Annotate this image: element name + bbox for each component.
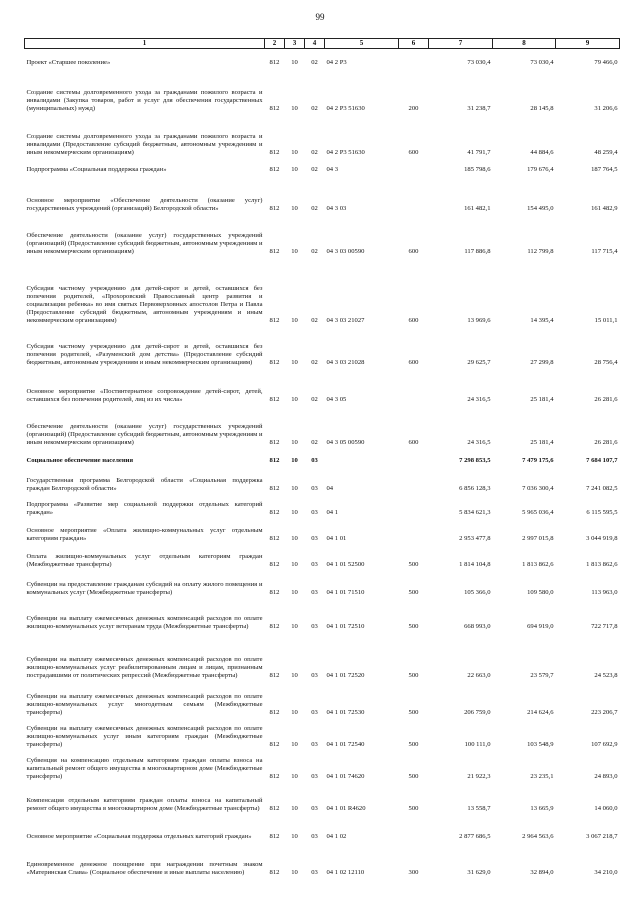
ministry-code-cell: 812	[269, 588, 280, 596]
column-header: 8	[493, 39, 556, 49]
target-article-cell: 04 1 01 72530	[326, 708, 365, 716]
row-name-cell: Социальное обеспечение населения	[26, 456, 134, 464]
section-code-cell: 10	[291, 484, 298, 492]
subsection-code-cell: 03	[311, 832, 318, 840]
table-body	[25, 49, 620, 879]
expense-type-cell: 600	[408, 316, 419, 324]
table-row	[25, 368, 620, 405]
amount-year1-cell: 41 791,7	[467, 148, 491, 156]
ministry-code-cell: 812	[269, 832, 280, 840]
subsection-code-cell: 03	[311, 534, 318, 542]
row-name-cell: Создание системы долговременного ухода за гражданами пожилого возраста и инвалидами (Предоставление субсидий бюджетным, автономным учреждениям и иным некоммерческим организациям)	[26, 132, 263, 156]
section-code-cell: 10	[291, 772, 298, 780]
ministry-code-cell: 812	[269, 58, 280, 66]
ministry-code-cell: 812	[269, 671, 280, 679]
section-code-cell: 10	[291, 204, 298, 212]
expense-type-cell: 500	[408, 560, 419, 568]
row-name-cell: Основное мероприятие «Постинтернатное сопровождение детей-сирот, детей, оставшихся без попечения родителей, лиц из их числа»	[26, 387, 263, 403]
amount-year3-cell: 24 893,0	[594, 772, 618, 780]
ministry-code-cell: 812	[269, 104, 280, 112]
expense-type-cell: 500	[408, 671, 419, 679]
section-code-cell: 10	[291, 247, 298, 255]
ministry-code-cell: 812	[269, 708, 280, 716]
amount-year2-cell: 7 479 175,6	[522, 456, 554, 464]
budget-table	[24, 38, 620, 878]
row-name-cell: Субвенции на выплату ежемесячных денежных компенсаций расходов по оплате жилищно-коммунальных услуг многодетным семьям (Межбюджетные трансферты)	[26, 692, 263, 716]
expense-type-cell	[399, 448, 429, 466]
amount-year2-cell: 2 964 563,6	[522, 832, 554, 840]
target-article-cell: 04 2 Р3 51630	[326, 104, 365, 112]
amount-year1-cell: 100 111,0	[464, 740, 491, 748]
expense-type-cell	[399, 49, 429, 69]
table-row	[25, 544, 620, 570]
expense-type-cell: 600	[408, 358, 419, 366]
subsection-code-cell: 03	[311, 740, 318, 748]
table-row	[25, 518, 620, 544]
ministry-code-cell: 812	[269, 247, 280, 255]
ministry-code-cell: 812	[269, 534, 280, 542]
amount-year1-cell: 6 856 128,3	[459, 484, 491, 492]
ministry-code-cell: 812	[269, 358, 280, 366]
column-header: 6	[399, 39, 429, 49]
subsection-code-cell: 03	[311, 708, 318, 716]
section-code-cell: 10	[291, 358, 298, 366]
amount-year1-cell: 161 482,1	[464, 204, 491, 212]
column-header: 3	[285, 39, 305, 49]
expense-type-cell	[399, 158, 429, 175]
table-row	[25, 718, 620, 750]
target-article-cell: 04 1	[326, 508, 339, 516]
target-article-cell: 04 3 03	[326, 204, 347, 212]
row-name-cell: Оплата жилищно-коммунальных услуг отдельным категориям граждан (Межбюджетные трансферты)	[26, 552, 263, 568]
ministry-code-cell: 812	[269, 165, 280, 173]
subsection-code-cell: 02	[311, 247, 318, 255]
section-code-cell: 10	[291, 832, 298, 840]
amount-year2-cell: 13 665,9	[530, 804, 554, 812]
subsection-code-cell: 03	[311, 622, 318, 630]
target-article-cell: 04 1 02 12110	[326, 868, 365, 876]
table-row	[25, 598, 620, 632]
expense-type-cell: 500	[408, 772, 419, 780]
amount-year1-cell: 24 316,5	[467, 438, 491, 446]
ministry-code-cell: 812	[269, 740, 280, 748]
amount-year3-cell: 6 115 595,5	[586, 508, 618, 516]
ministry-code-cell: 812	[269, 622, 280, 630]
section-code-cell: 10	[291, 804, 298, 812]
expense-type-cell: 600	[408, 148, 419, 156]
expense-type-cell	[399, 518, 429, 544]
expense-type-cell: 500	[408, 740, 419, 748]
amount-year1-cell: 668 993,0	[464, 622, 491, 630]
table-row	[25, 257, 620, 326]
subsection-code-cell: 03	[311, 868, 318, 876]
row-name-cell: Единовременное денежное поощрение при награждении почетным знаком «Материнская Слава» (Социальное обеспечение и иные выплаты населению)	[26, 860, 263, 876]
row-name-cell: Основное мероприятие «Оплата жилищно-коммунальных услуг отдельным категориям граждан»	[26, 526, 263, 542]
amount-year3-cell: 79 466,0	[594, 58, 618, 66]
amount-year1-cell: 1 814 104,8	[459, 560, 491, 568]
page-number: 99	[315, 12, 325, 22]
ministry-code-cell: 812	[269, 484, 280, 492]
amount-year2-cell: 179 676,4	[527, 165, 554, 173]
expense-type-cell: 500	[408, 804, 419, 812]
ministry-code-cell: 812	[269, 148, 280, 156]
amount-year1-cell: 21 922,3	[467, 772, 491, 780]
amount-year1-cell: 185 798,6	[464, 165, 491, 173]
target-article-cell: 04 3 05	[326, 395, 347, 403]
table-row	[25, 405, 620, 448]
subsection-code-cell: 03	[311, 456, 318, 464]
section-code-cell: 10	[291, 508, 298, 516]
table-row	[25, 158, 620, 175]
amount-year3-cell: 161 482,9	[591, 204, 618, 212]
table-row	[25, 49, 620, 69]
amount-year3-cell: 24 523,8	[594, 671, 618, 679]
target-article-cell	[325, 448, 399, 466]
subsection-code-cell: 02	[311, 395, 318, 403]
row-name-cell: Основное мероприятие «Обеспечение деятельности (оказание услуг) государственных учреждений (организаций) Белгородской области»	[26, 196, 263, 212]
ministry-code-cell: 812	[269, 868, 280, 876]
target-article-cell: 04 3 03 21027	[326, 316, 365, 324]
amount-year2-cell: 32 894,0	[530, 868, 554, 876]
ministry-code-cell: 812	[269, 804, 280, 812]
row-name-cell: Обеспечение деятельности (оказание услуг) государственных учреждений (организаций) (Предоставление субсидий бюджетным, автономным учреждениям и иным некоммерческим организациям)	[26, 231, 263, 255]
row-name-cell: Государственная программа Белгородской области «Социальная поддержка граждан Белгородской области»	[26, 476, 263, 492]
row-name-cell: Обеспечение деятельности (оказание услуг) государственных учреждений (организаций) (Предоставление субсидий бюджетным, автономным учреждениям и иным некоммерческим организациям)	[26, 422, 263, 446]
subsection-code-cell: 02	[311, 204, 318, 212]
table-row	[25, 681, 620, 718]
amount-year3-cell: 187 764,5	[591, 165, 618, 173]
row-name-cell: Субсидия частному учреждению для детей-сирот и детей, оставшихся без попечения родителей, «Прохоровский Православный центр развития и социализации ребенка» во имя святых Первоверховных апостолов Петра и Павла (Предоставление субсидий бюджетным, автономным учреждениям и иным некоммерческим организациям)	[26, 284, 263, 324]
subsection-code-cell: 02	[311, 358, 318, 366]
amount-year3-cell: 113 963,0	[591, 588, 618, 596]
target-article-cell: 04 1 01 72540	[326, 740, 365, 748]
amount-year3-cell: 48 259,4	[594, 148, 618, 156]
table-row	[25, 814, 620, 842]
ministry-code-cell: 812	[269, 395, 280, 403]
expense-type-cell: 200	[408, 104, 419, 112]
expense-type-cell: 300	[408, 868, 419, 876]
section-code-cell: 10	[291, 395, 298, 403]
amount-year2-cell: 25 181,4	[530, 438, 554, 446]
target-article-cell: 04 1 02	[326, 832, 347, 840]
subsection-code-cell: 03	[311, 671, 318, 679]
expense-type-cell	[399, 814, 429, 842]
amount-year3-cell: 117 715,4	[591, 247, 618, 255]
expense-type-cell	[399, 494, 429, 518]
amount-year1-cell: 31 238,7	[467, 104, 491, 112]
table-row	[25, 570, 620, 598]
subsection-code-cell: 02	[311, 148, 318, 156]
row-name-cell: Субвенции на выплату ежемесячных денежных компенсаций расходов по оплате жилищно-коммунальных услуг иным категориям граждан (Межбюджетные трансферты)	[26, 724, 263, 748]
ministry-code-cell: 812	[269, 438, 280, 446]
ministry-code-cell: 812	[269, 456, 280, 464]
subsection-code-cell: 03	[311, 588, 318, 596]
amount-year3-cell: 7 684 107,7	[586, 456, 618, 464]
amount-year2-cell: 23 579,7	[530, 671, 554, 679]
section-code-cell: 10	[291, 560, 298, 568]
amount-year3-cell: 107 692,9	[591, 740, 618, 748]
amount-year2-cell: 27 299,8	[530, 358, 554, 366]
row-name-cell: Проект «Старшее поколение»	[26, 58, 111, 66]
ministry-code-cell: 812	[269, 508, 280, 516]
amount-year1-cell: 31 629,0	[467, 868, 491, 876]
target-article-cell: 04 2 Р3 51630	[326, 148, 365, 156]
amount-year2-cell: 25 181,4	[530, 395, 554, 403]
target-article-cell: 04 1 01 71510	[326, 588, 365, 596]
target-article-cell: 04 3 03 00590	[326, 247, 365, 255]
section-code-cell: 10	[291, 708, 298, 716]
amount-year2-cell: 44 884,6	[530, 148, 554, 156]
amount-year2-cell: 7 036 300,4	[522, 484, 554, 492]
amount-year2-cell: 28 145,8	[530, 104, 554, 112]
amount-year1-cell: 22 663,0	[467, 671, 491, 679]
section-code-cell: 10	[291, 104, 298, 112]
subsection-code-cell: 02	[311, 58, 318, 66]
table-row	[25, 632, 620, 681]
row-name-cell: Подпрограмма «Социальная поддержка граждан»	[26, 165, 167, 173]
target-article-cell: 04 1 01 52500	[326, 560, 365, 568]
amount-year1-cell: 29 625,7	[467, 358, 491, 366]
table-row	[25, 782, 620, 814]
amount-year3-cell: 3 044 919,8	[586, 534, 618, 542]
table-row	[25, 448, 620, 466]
amount-year1-cell: 5 834 621,3	[459, 508, 491, 516]
column-header: 9	[556, 39, 620, 49]
section-code-cell: 10	[291, 534, 298, 542]
table-row	[25, 494, 620, 518]
column-header: 1	[25, 39, 265, 49]
column-header: 2	[265, 39, 285, 49]
column-header: 5	[325, 39, 399, 49]
subsection-code-cell: 02	[311, 165, 318, 173]
target-article-cell: 04	[326, 484, 334, 492]
amount-year3-cell: 34 210,0	[594, 868, 618, 876]
table-row	[25, 466, 620, 494]
ministry-code-cell: 812	[269, 560, 280, 568]
section-code-cell: 10	[291, 316, 298, 324]
column-header: 7	[429, 39, 493, 49]
subsection-code-cell: 03	[311, 508, 318, 516]
target-article-cell: 04 2 Р3	[326, 58, 347, 66]
target-article-cell: 04 3 05 00590	[326, 438, 365, 446]
amount-year1-cell: 73 030,4	[467, 58, 491, 66]
row-name-cell: Субсидия частному учреждению для детей-сирот и детей, оставшихся без попечения родителей, «Разуменский дом детства» (Предоставление субсидий бюджетным, автономным учреждениям и иным некоммерческим организациям)	[26, 342, 263, 366]
amount-year3-cell: 26 281,6	[594, 438, 618, 446]
row-name-cell: Подпрограмма «Развитие мер социальной поддержки отдельных категорий граждан»	[26, 500, 263, 516]
ministry-code-cell: 812	[269, 316, 280, 324]
row-name-cell: Субвенции на предоставление гражданам субсидий на оплату жилого помещения и коммунальных услуг (Межбюджетные трансферты)	[26, 580, 263, 596]
section-code-cell: 10	[291, 868, 298, 876]
subsection-code-cell: 02	[311, 316, 318, 324]
table-row	[25, 842, 620, 878]
section-code-cell: 10	[291, 58, 298, 66]
amount-year1-cell: 13 558,7	[467, 804, 491, 812]
table-row	[25, 175, 620, 214]
target-article-cell: 04 1 01	[326, 534, 347, 542]
section-code-cell: 10	[291, 671, 298, 679]
subsection-code-cell: 03	[311, 772, 318, 780]
amount-year2-cell: 214 624,6	[527, 708, 554, 716]
amount-year3-cell: 14 060,0	[594, 804, 618, 812]
row-name-cell: Создание системы долговременного ухода за гражданами пожилого возраста и инвалидами (Закупка товаров, работ и услуг для обеспечения государственных (муниципальных) нужд)	[26, 88, 263, 112]
table-row	[25, 114, 620, 158]
amount-year2-cell: 694 919,0	[527, 622, 554, 630]
amount-year3-cell: 28 756,4	[594, 358, 618, 366]
expense-type-cell: 600	[408, 247, 419, 255]
row-name-cell: Субвенция на компенсацию отдельным категориям граждан оплаты взноса на капитальный ремонт общего имущества в многоквартирном доме (Межбюджетные трансферты)	[26, 756, 263, 780]
amount-year2-cell: 112 799,8	[527, 247, 554, 255]
expense-type-cell	[399, 175, 429, 214]
row-name-cell: Основное мероприятие «Социальная поддержка отдельных категорий граждан»	[26, 832, 252, 840]
amount-year2-cell: 5 965 036,4	[522, 508, 554, 516]
section-code-cell: 10	[291, 165, 298, 173]
target-article-cell: 04 3	[326, 165, 339, 173]
amount-year2-cell: 1 813 862,6	[522, 560, 554, 568]
target-article-cell: 04 1 01 72510	[326, 622, 365, 630]
subsection-code-cell: 03	[311, 804, 318, 812]
amount-year2-cell: 2 997 015,8	[522, 534, 554, 542]
subsection-code-cell: 02	[311, 104, 318, 112]
expense-type-cell: 500	[408, 708, 419, 716]
subsection-code-cell: 03	[311, 484, 318, 492]
amount-year2-cell: 14 395,4	[530, 316, 554, 324]
amount-year2-cell: 154 495,0	[527, 204, 554, 212]
section-code-cell: 10	[291, 456, 298, 464]
amount-year3-cell: 223 206,7	[591, 708, 618, 716]
table-row	[25, 214, 620, 257]
target-article-cell: 04 1 01 R4620	[326, 804, 366, 812]
amount-year1-cell: 105 366,0	[464, 588, 491, 596]
row-name-cell: Компенсация отдельным категориям граждан оплаты взноса на капитальный ремонт общего имущества в многоквартирном доме (Межбюджетные трансферты)	[26, 796, 263, 812]
amount-year2-cell: 23 235,1	[530, 772, 554, 780]
amount-year2-cell: 109 580,0	[527, 588, 554, 596]
amount-year3-cell: 31 206,6	[594, 104, 618, 112]
target-article-cell: 04 1 01 74620	[326, 772, 365, 780]
amount-year1-cell: 206 759,0	[464, 708, 491, 716]
amount-year3-cell: 26 281,6	[594, 395, 618, 403]
table-header-row	[25, 39, 620, 49]
amount-year3-cell: 3 067 218,7	[586, 832, 618, 840]
amount-year3-cell: 7 241 082,5	[586, 484, 618, 492]
target-article-cell: 04 3 03 21028	[326, 358, 365, 366]
amount-year3-cell: 1 813 862,6	[586, 560, 618, 568]
amount-year1-cell: 24 316,5	[467, 395, 491, 403]
amount-year1-cell: 117 886,8	[464, 247, 491, 255]
subsection-code-cell: 03	[311, 560, 318, 568]
section-code-cell: 10	[291, 148, 298, 156]
target-article-cell: 04 1 01 72520	[326, 671, 365, 679]
amount-year3-cell: 722 717,8	[591, 622, 618, 630]
ministry-code-cell: 812	[269, 772, 280, 780]
amount-year1-cell: 2 953 477,8	[459, 534, 491, 542]
expense-type-cell: 600	[408, 438, 419, 446]
table-row	[25, 68, 620, 114]
table-row	[25, 326, 620, 368]
section-code-cell: 10	[291, 438, 298, 446]
ministry-code-cell: 812	[269, 204, 280, 212]
section-code-cell: 10	[291, 588, 298, 596]
subsection-code-cell: 02	[311, 438, 318, 446]
amount-year2-cell: 103 548,9	[527, 740, 554, 748]
amount-year2-cell: 73 030,4	[530, 58, 554, 66]
expense-type-cell: 500	[408, 588, 419, 596]
column-header: 4	[305, 39, 325, 49]
table-row	[25, 750, 620, 782]
amount-year1-cell: 7 298 853,5	[459, 456, 491, 464]
row-name-cell: Субвенции на выплату ежемесячных денежных компенсаций расходов по оплате жилищно-коммунальных услуг реабилитированным лицам и лицам, признанным пострадавшими от политических репрессий (Межбюджетные трансферты)	[26, 655, 263, 679]
amount-year1-cell: 2 877 686,5	[459, 832, 491, 840]
expense-type-cell: 500	[408, 622, 419, 630]
amount-year3-cell: 15 011,1	[594, 316, 618, 324]
section-code-cell: 10	[291, 740, 298, 748]
row-name-cell: Субвенции на выплату ежемесячных денежных компенсаций расходов по оплате жилищно-коммунальных услуг ветеранам труда (Межбюджетные трансферты)	[26, 614, 263, 630]
section-code-cell: 10	[291, 622, 298, 630]
amount-year1-cell: 13 969,6	[467, 316, 491, 324]
expense-type-cell	[399, 368, 429, 405]
expense-type-cell	[399, 466, 429, 494]
